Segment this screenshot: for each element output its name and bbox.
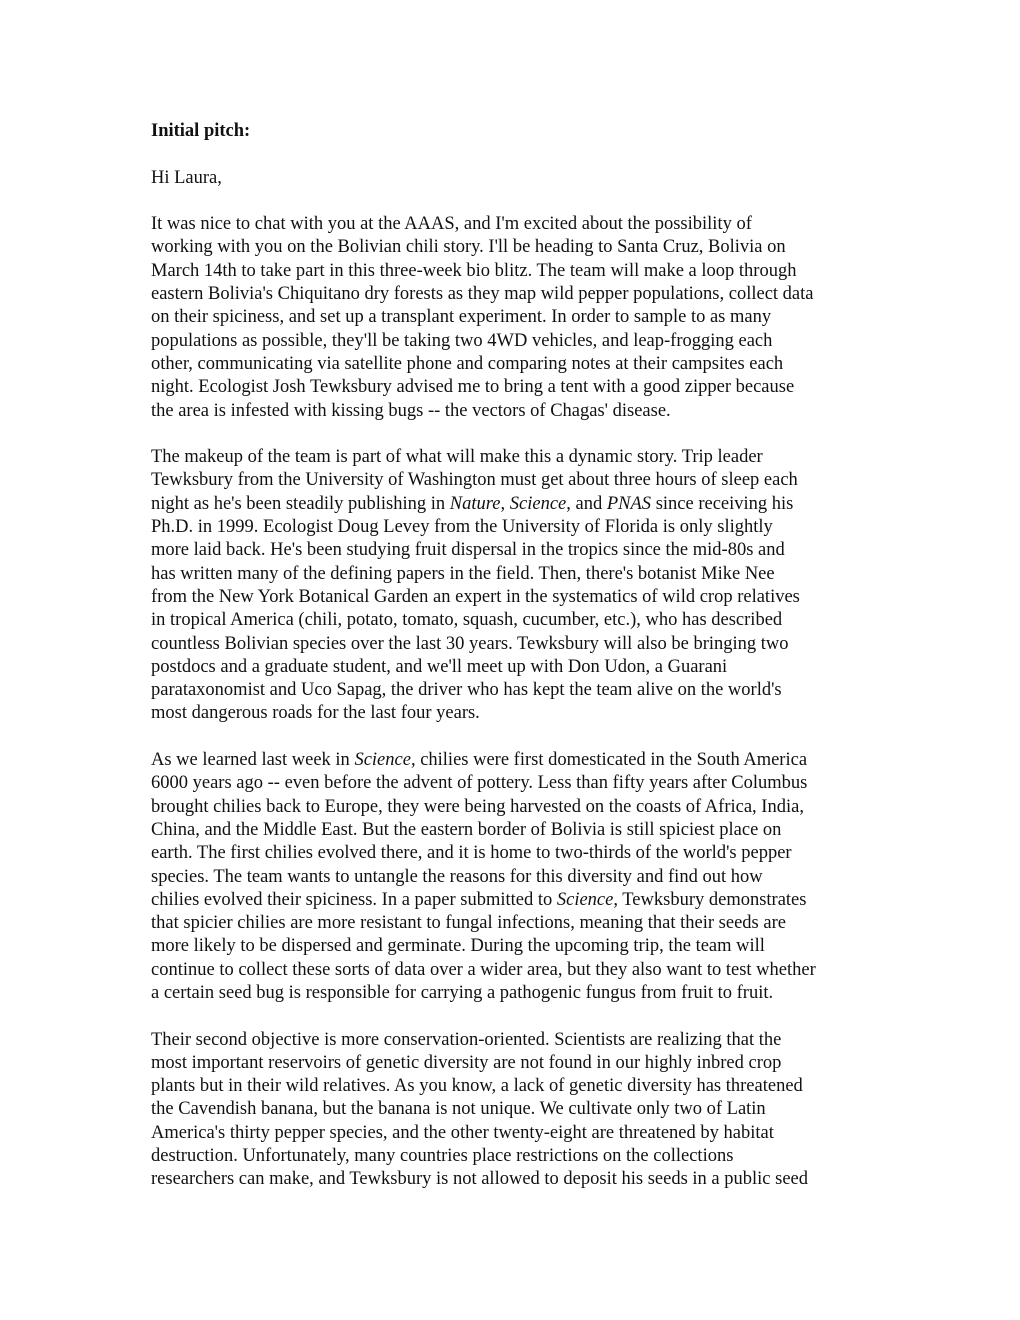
text-run: species. The team wants to untangle the reasons for this diversity and find out how (151, 866, 763, 887)
text-line (151, 796, 873, 819)
text-line (151, 539, 873, 562)
text-line (151, 679, 873, 702)
text-line (151, 1029, 873, 1052)
text-line (151, 1075, 873, 1098)
paragraph (151, 1029, 873, 1192)
text-run: more laid back. He's been studying fruit dispersal in the tropics since the mid-80s and (151, 540, 785, 561)
text-run: night. Ecologist Josh Tewksbury advised me to bring a tent with a good zipper because (151, 377, 795, 398)
text-line (151, 1122, 873, 1145)
text-run: a certain seed bug is responsible for carrying a pathogenic fungus from fruit to fruit. (151, 982, 774, 1003)
text-line (151, 749, 873, 772)
text-line (151, 260, 873, 283)
text-run: most dangerous roads for the last four years. (151, 703, 480, 724)
text-line (151, 306, 873, 329)
text-line (151, 493, 873, 516)
text-run: parataxonomist and Uco Sapag, the driver who has kept the team alive on the world's (151, 680, 782, 701)
text-line (151, 702, 873, 725)
text-line (151, 283, 873, 306)
text-line (151, 656, 873, 679)
text-run: chilies evolved their spiciness. In a paper submitted to (151, 889, 557, 910)
text-line (151, 889, 873, 912)
text-line (151, 446, 873, 469)
document-page (151, 120, 873, 1215)
text-run: on their spiciness, and set up a transplant experiment. In order to sample to as many (151, 307, 772, 328)
text-run: the Cavendish banana, but the banana is not unique. We cultivate only two of Latin (151, 1099, 766, 1120)
letter-body (151, 213, 873, 1191)
text-run: has written many of the defining papers in the field. Then, there's botanist Mike Nee (151, 563, 775, 584)
text-run: brought chilies back to Europe, they were being harvested on the coasts of Africa, India, (151, 796, 804, 817)
text-line (151, 400, 873, 423)
greeting: Hi Laura, (151, 167, 222, 188)
text-run: As we learned last week in (151, 750, 355, 771)
text-line (151, 772, 873, 795)
italic-text: Science (556, 889, 614, 910)
text-line (151, 842, 873, 865)
text-run: countless Bolivian species over the last 30 years. Tewksbury will also be bringing two (151, 633, 789, 654)
text-line (151, 819, 873, 842)
text-run: continue to collect these sorts of data over a wider area, but they also want to test whether (151, 959, 816, 980)
text-run: , chilies were first domesticated in the South America (410, 750, 808, 771)
text-run: from the New York Botanical Garden an expert in the systematics of wild crop relatives (151, 586, 800, 607)
text-run: that spicier chilies are more resistant to fungal infections, meaning that their seeds are (151, 913, 786, 934)
italic-text: Nature (449, 493, 501, 514)
text-run: earth. The first chilies evolved there, and it is home to two-thirds of the world's pepper (151, 843, 792, 864)
text-run: since receiving his (651, 493, 794, 514)
text-run: eastern Bolivia's Chiquitano dry forests as they map wild pepper populations, collect data (151, 284, 814, 305)
text-line (151, 1168, 873, 1191)
text-line (151, 912, 873, 935)
text-run: in tropical America (chili, potato, tomato, squash, cucumber, etc.), who has described (151, 610, 783, 631)
text-run: Their second objective is more conservation-oriented. Scientists are realizing that the (151, 1029, 782, 1050)
text-line (151, 586, 873, 609)
paragraph (151, 749, 873, 1005)
text-run: other, communicating via satellite phone and comparing notes at their campsites each (151, 353, 784, 374)
text-line (151, 633, 873, 656)
text-run: destruction. Unfortunately, many countries place restrictions on the collections (151, 1146, 734, 1167)
text-run: populations as possible, they'll be taking two 4WD vehicles, and leap-frogging each (151, 330, 773, 351)
text-run: researchers can make, and Tewksbury is not allowed to deposit his seeds in a public seed (151, 1169, 808, 1190)
text-line (151, 213, 873, 236)
text-line (151, 982, 873, 1005)
text-line (151, 236, 873, 259)
document-heading: Initial pitch: (151, 121, 251, 141)
text-line (151, 1098, 873, 1121)
italic-text: Science (509, 493, 567, 514)
paragraph (151, 213, 873, 423)
text-line (151, 330, 873, 353)
text-line (151, 376, 873, 399)
text-line (151, 516, 873, 539)
text-run: The makeup of the team is part of what will make this a dynamic story. Trip leader (151, 447, 763, 468)
text-run: the area is infested with kissing bugs -- the vectors of Chagas' disease. (151, 400, 671, 421)
text-run: plants but in their wild relatives. As you know, a lack of genetic diversity has threatened (151, 1076, 803, 1097)
text-run: March 14th to take part in this three-week bio blitz. The team will make a loop through (151, 260, 797, 281)
text-run: 6000 years ago -- even before the advent of pottery. Less than fifty years after Columbus (151, 773, 808, 794)
text-line (151, 469, 873, 492)
italic-text: Science (354, 750, 411, 771)
text-run: It was nice to chat with you at the AAAS, and I'm excited about the possibility of (151, 214, 752, 235)
paragraph (151, 446, 873, 726)
text-run: , and (566, 493, 607, 514)
text-line (151, 1145, 873, 1168)
text-line (151, 959, 873, 982)
text-run: Ph.D. in 1999. Ecologist Doug Levey from the University of Florida is only slightly (151, 517, 773, 538)
text-run: America's thirty pepper species, and the other twenty-eight are threatened by habitat (151, 1122, 774, 1143)
text-run: Tewksbury from the University of Washington must get about three hours of sleep each (151, 470, 798, 491)
text-run: most important reservoirs of genetic diversity are not found in our highly inbred crop (151, 1052, 782, 1073)
text-run: postdocs and a graduate student, and we'll meet up with Don Udon, a Guarani (151, 656, 728, 677)
text-line (151, 353, 873, 376)
text-line (151, 609, 873, 632)
text-line (151, 935, 873, 958)
text-line (151, 866, 873, 889)
text-line (151, 1052, 873, 1075)
italic-text: PNAS (606, 493, 652, 514)
text-run: , (500, 493, 510, 514)
text-run: more likely to be dispersed and germinate. During the upcoming trip, the team will (151, 936, 765, 957)
text-run: night as he's been steadily publishing in (151, 493, 450, 514)
text-run: , Tewksbury demonstrates (613, 889, 807, 910)
text-run: working with you on the Bolivian chili story. I'll be heading to Santa Cruz, Bolivia on (151, 237, 786, 258)
text-run: China, and the Middle East. But the eastern border of Bolivia is still spiciest place on (151, 819, 782, 840)
text-line (151, 563, 873, 586)
